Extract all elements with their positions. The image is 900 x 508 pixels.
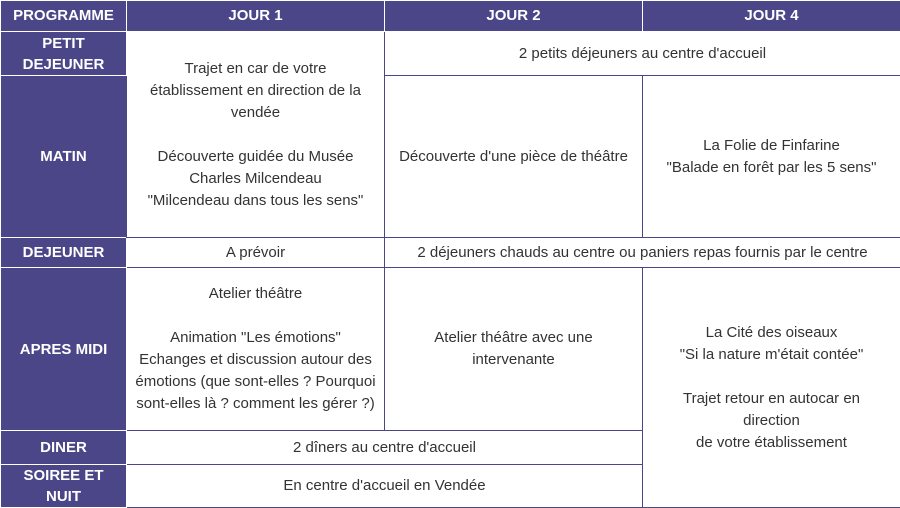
row-label-soiree: SOIREE ET NUIT — [1, 465, 127, 508]
row-label-petit-dejeuner: PETIT DEJEUNER — [1, 32, 127, 76]
cell-dejeuner-jour2-4: 2 déjeuners chauds au centre ou paniers repas fournis par le centre — [385, 238, 900, 268]
row-label-apres-midi: APRES MIDI — [1, 268, 127, 431]
cell-petit-dejeuner-jour2-4: 2 petits déjeuners au centre d'accueil — [385, 32, 900, 76]
cell-apres-midi-jour4: La Cité des oiseaux "Si la nature m'était contée" Trajet retour en autocar en direction de votre établissement — [643, 268, 900, 508]
cell-dejeuner-jour1: A prévoir — [127, 238, 385, 268]
cell-matin-jour2: Découverte d'une pièce de théâtre — [385, 76, 643, 238]
row-petit-dejeuner — [1, 32, 900, 76]
row-label-dejeuner: DEJEUNER — [1, 238, 127, 268]
cell-matin-jour4: La Folie de Finfarine "Balade en forêt par les 5 sens" — [643, 76, 900, 238]
cell-diner-jour1-2: 2 dîners au centre d'accueil — [127, 431, 643, 465]
row-dejeuner — [1, 238, 900, 268]
cell-soiree-jour1-2: En centre d'accueil en Vendée — [127, 465, 643, 508]
cell-apres-midi-jour1: Atelier théâtre Animation "Les émotions" Echanges et discussion autour des émotions (que sont-elles ? Pourquoi sont-elles là ? comment les gérer ?) — [127, 268, 385, 431]
row-apres-midi — [1, 268, 900, 431]
row-label-diner: DINER — [1, 431, 127, 465]
cell-apres-midi-jour2: Atelier théâtre avec une intervenante — [385, 268, 643, 431]
header-jour-1: JOUR 1 — [127, 1, 385, 32]
header-jour-4: JOUR 4 — [643, 1, 900, 32]
header-programme: PROGRAMME — [1, 1, 127, 32]
row-label-matin: MATIN — [1, 76, 127, 238]
header-jour-2: JOUR 2 — [385, 1, 643, 32]
header-row — [1, 1, 900, 32]
cell-jour1-matin: Trajet en car de votre établissement en direction de la vendée Découverte guidée du Musée Charles Milcendeau "Milcendeau dans tous les sens" — [127, 32, 385, 238]
